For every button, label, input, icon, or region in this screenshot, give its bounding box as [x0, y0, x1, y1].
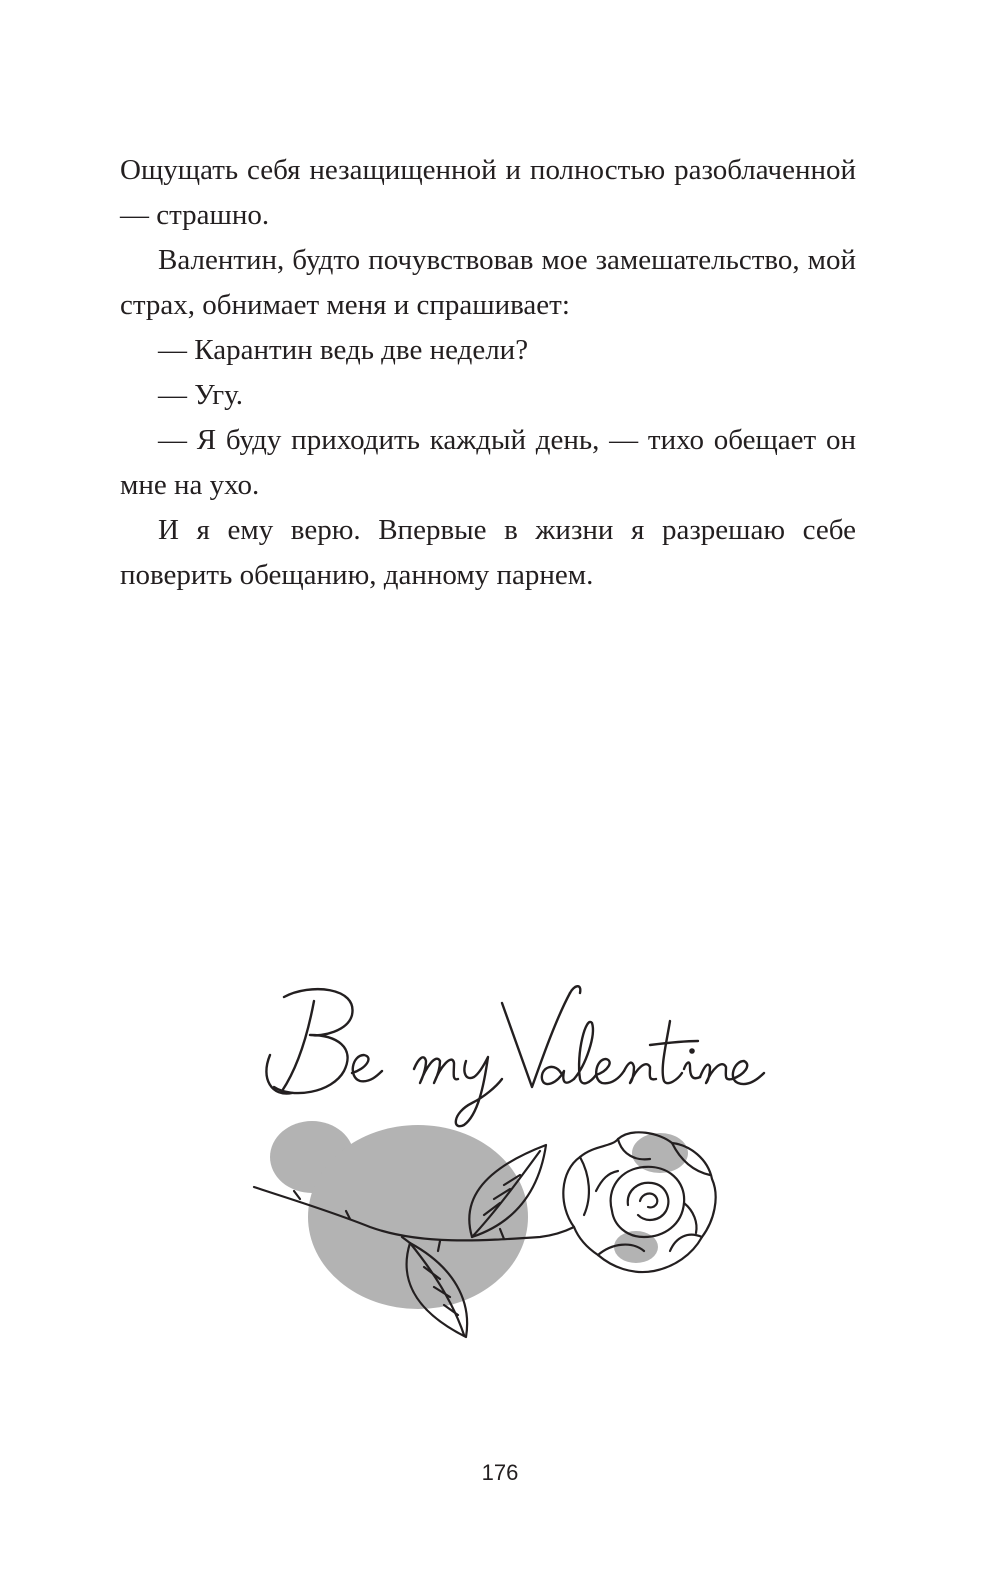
dialogue-line: — Я буду приходить каждый день, — тихо обещает он мне на ухо. — [120, 424, 856, 501]
paragraph: Ощущать себя незащищенной и полностью разоблаченной — страшно. — [120, 154, 856, 231]
dialogue-line: — Карантин ведь две недели? — [158, 334, 529, 366]
paragraph: Валентин, будто почувствовав мое замешательство, мой страх, обнимает меня и спрашивает: — [120, 244, 856, 321]
rose-icon — [240, 975, 780, 1365]
grey-blobs — [270, 1121, 688, 1309]
script-lettering — [266, 986, 764, 1126]
dialogue-line: — Угу. — [158, 379, 243, 411]
body-text — [120, 148, 856, 598]
paragraph: И я ему верю. Впервые в жизни я разрешаю себе поверить обещанию, данному парнем. — [120, 514, 856, 591]
script-lettering-text — [240, 1365, 241, 1366]
be-my-valentine-ornament — [240, 975, 780, 1365]
page-number: 176 — [481, 1460, 519, 1485]
